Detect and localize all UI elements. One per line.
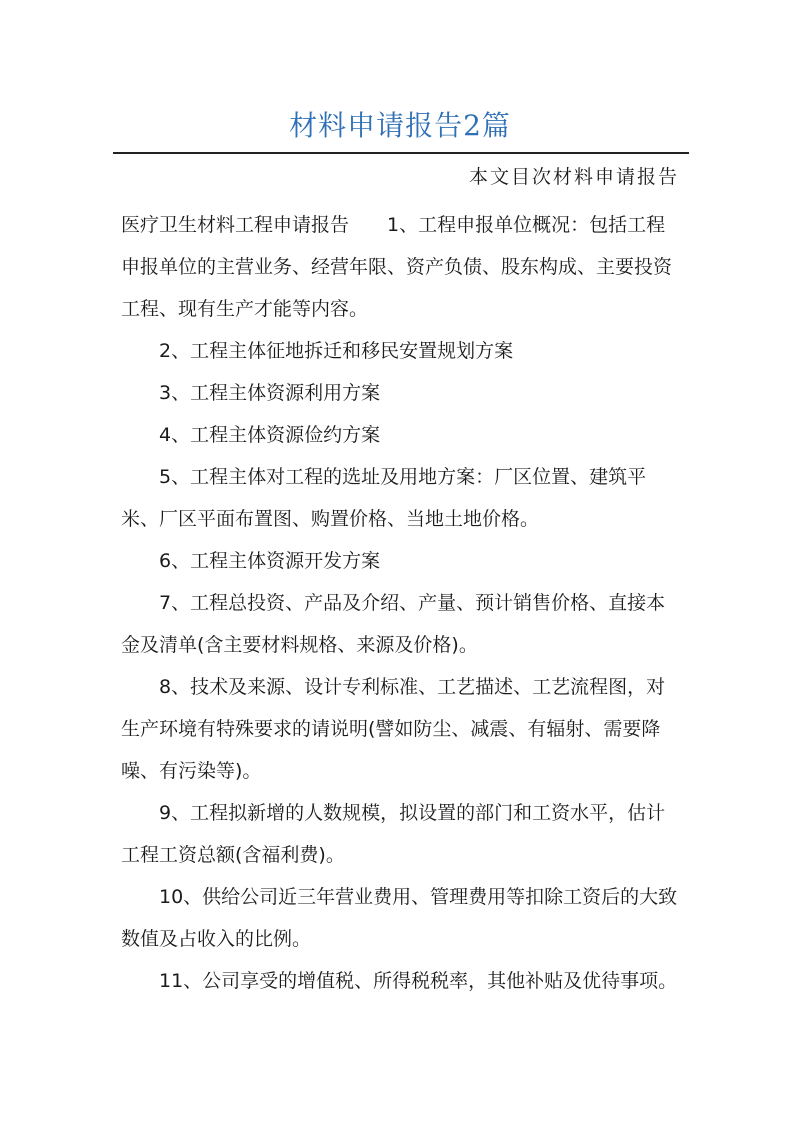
paragraph-item-11: 11、公司享受的增值税、所得税税率，其他补贴及优待事项。 (159, 970, 678, 992)
paragraph-item-8: 8、技术及来源、设计专利标准、工艺描述、工艺流程图，对生产环境有特殊要求的请说明(譬如防尘、减震、有辐射、需要降噪、有污染等)。 (121, 676, 666, 782)
toc-line: 本文目次材料申请报告 (468, 166, 679, 188)
paragraph-item-9: 9、工程拟新增的人数规模，拟设置的部门和工资水平，估计工程工资总额(含福利费)。 (121, 802, 666, 866)
title-divider (113, 152, 689, 154)
paragraph-item-2: 2、工程主体征地拆迁和移民安置规划方案 (159, 340, 514, 362)
document-title: 材料申请报告2篇 (289, 109, 511, 142)
paragraph-item-3: 3、工程主体资源利用方案 (159, 382, 381, 404)
paragraph-item-5: 5、工程主体对工程的选址及用地方案：厂区位置、建筑平米、厂区平面布置图、购置价格、当地土地价格。 (121, 466, 647, 530)
paragraph-intro: 医疗卫生材料工程申请报告 1、工程申报单位概况：包括工程申报单位的主营业务、经营年限、资产负债、股东构成、主要投资工程、现有生产才能等内容。 (121, 214, 673, 320)
paragraph-item-7: 7、工程总投资、产品及介绍、产量、预计销售价格、直接本金及清单(含主要材料规格、来源及价格)。 (121, 592, 666, 656)
paragraph-item-6: 6、工程主体资源开发方案 (159, 550, 381, 572)
paragraph-item-10: 10、供给公司近三年营业费用、管理费用等扣除工资后的大致数值及占收入的比例。 (121, 886, 678, 950)
paragraph-item-4: 4、工程主体资源俭约方案 (159, 424, 381, 446)
document-body (121, 204, 683, 1002)
